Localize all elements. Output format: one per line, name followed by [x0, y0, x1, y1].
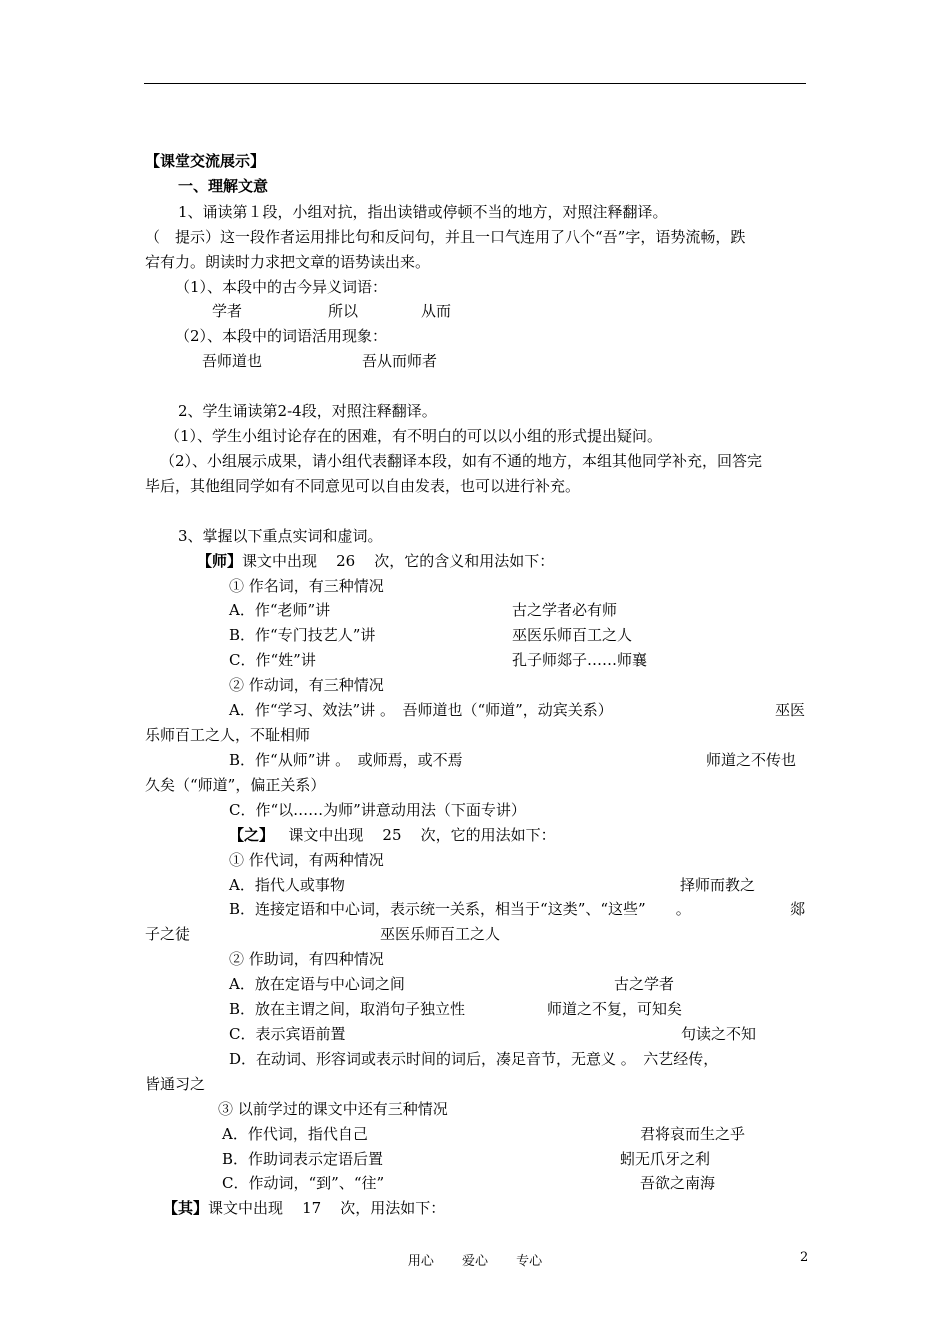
zhi-prev-item: B．作助词表示定语后置 [222, 1150, 384, 1168]
shi-verb-c: C．作“以……为师”讲意动用法（下面专讲） [229, 801, 526, 819]
zhi-aux-head: ② 作助词，有四种情况 [229, 950, 384, 968]
zhi-prev-head: ③ 以前学过的课文中还有三种情况 [218, 1100, 448, 1118]
shi-verb-a-line1: A．作“学习、效法”讲 。 吾师道也（“师道”，动宾关系） [229, 701, 613, 719]
shi-noun-example: 古之学者必有师 [512, 601, 618, 619]
qi-line [163, 1199, 445, 1217]
item3-title: 3、掌握以下重点实词和虚词。 [178, 527, 383, 545]
sub-heading: 一、理解文意 [178, 177, 269, 195]
zhi-pron-head: ① 作代词，有两种情况 [229, 851, 384, 869]
zhi-prev-example: 蚓无爪牙之利 [620, 1150, 711, 1168]
shi-verb-head: ② 作动词，有三种情况 [229, 676, 384, 694]
zhi-pron-b-line2-left: 子之徒 [145, 925, 191, 943]
shi-count: 26 [336, 552, 356, 570]
shi-noun-item: A．作“老师”讲 [229, 601, 331, 619]
zhi-aux-example: 师道之不复，可知矣 [547, 1000, 683, 1018]
zhi-aux-d-line1: D．在动词、形容词或表示时间的词后，凑足音节，无意义 。 六艺经传， [229, 1050, 719, 1068]
footer-word: 爱心 [461, 1254, 488, 1269]
zhi-text-a: 课文中出现 [288, 826, 364, 844]
qi-text-b: 次，用法如下： [340, 1199, 446, 1217]
zhi-pron-b-line1: B．连接定语和中心词，表示统一关系，相当于“这类”、“这些” 。 [229, 900, 691, 918]
shi-verb-b-line1: B．作“从师”讲 。 或师焉，或不焉 [229, 751, 463, 769]
zhi-prev-example: 吾欲之南海 [640, 1174, 716, 1192]
section-heading: 【课堂交流展示】 [145, 152, 266, 170]
zhi-aux-item: C．表示宾语前置 [229, 1025, 346, 1043]
page-number: 2 [800, 1250, 809, 1265]
item1-hint-line1: （ 提示）这一段作者运用排比句和反问句，并且一口气连用了八个“吾”字，语势流畅，跌 [145, 228, 746, 246]
zhi-pron-a-example: 择师而教之 [680, 876, 756, 894]
qi-text-a: 课文中出现 [208, 1199, 284, 1217]
qi-tag: 【其】 [163, 1199, 209, 1217]
shi-text-b: 次，它的含义和用法如下： [374, 552, 555, 570]
zhi-aux-item: A．放在定语与中心词之间 [229, 975, 405, 993]
shi-line [197, 552, 554, 570]
zhi-line [229, 826, 556, 844]
shi-verb-a-right: 巫医 [775, 701, 806, 719]
item2-p2-line2: 毕后，其他组同学如有不同意见可以自由发表，也可以进行补充。 [145, 477, 581, 495]
zhi-prev-example: 君将哀而生之乎 [640, 1125, 746, 1143]
shi-noun-example: 孔子师郯子……师襄 [512, 651, 648, 669]
qi-count: 17 [302, 1199, 322, 1217]
q1-word: 从而 [421, 302, 452, 320]
footer-word: 专心 [516, 1254, 543, 1269]
q1-word: 学者 [212, 302, 243, 320]
zhi-aux-example: 句读之不知 [681, 1025, 757, 1043]
shi-noun-head: ① 作名词，有三种情况 [229, 577, 384, 595]
shi-noun-item: C．作“姓”讲 [229, 651, 316, 669]
item2-title: 2、学生诵读第2-4段，对照注释翻译。 [178, 402, 437, 420]
header-rule [144, 83, 806, 84]
zhi-count: 25 [382, 826, 402, 844]
item1-q1: （1）、本段中的古今异义词语： [175, 278, 388, 296]
zhi-aux-d-line2: 皆通习之 [145, 1075, 206, 1093]
item1-title: 1、诵读第１段，小组对抗，指出读错或停顿不当的地方，对照注释翻译。 [178, 203, 668, 221]
zhi-pron-b-line2-example: 巫医乐师百工之人 [380, 925, 501, 943]
shi-tag: 【师】 [197, 552, 243, 570]
zhi-pron-b-right: 郯 [790, 900, 806, 918]
zhi-aux-item: B．放在主谓之间，取消句子独立性 [229, 1000, 466, 1018]
shi-verb-b-line2: 久矣（“师道”，偏正关系） [145, 776, 326, 794]
q2-word: 吾从而师者 [362, 352, 438, 370]
zhi-pron-a-label: A．指代人或事物 [229, 876, 345, 894]
shi-text-a: 课文中出现 [242, 552, 318, 570]
zhi-prev-item: A．作代词，指代自己 [222, 1125, 368, 1143]
item1-hint-line2: 宕有力。朗读时力求把文章的语势读出来。 [145, 253, 431, 271]
shi-verb-a-line2: 乐师百工之人，不耻相师 [145, 726, 311, 744]
shi-verb-b-right: 师道之不传也 [706, 751, 797, 769]
item2-p1: （1）、学生小组讨论存在的困难，有不明白的可以以小组的形式提出疑问。 [165, 427, 663, 445]
q2-word: 吾师道也 [202, 352, 263, 370]
q1-word: 所以 [328, 302, 359, 320]
zhi-prev-item: C．作动词，“到”、“往” [222, 1174, 385, 1192]
item2-p2-line1: （2）、小组展示成果，请小组代表翻译本段，如有不通的地方，本组其他同学补充，回答完 [160, 452, 763, 470]
zhi-tag: 【之】 [229, 826, 275, 844]
shi-noun-example: 巫医乐师百工之人 [512, 626, 633, 644]
footer-word: 用心 [407, 1254, 434, 1269]
zhi-text-b: 次，它的用法如下： [420, 826, 556, 844]
shi-noun-item: B．作“专门技艺人”讲 [229, 626, 376, 644]
item1-q2: （2）、本段中的词语活用现象： [175, 327, 388, 345]
zhi-aux-example: 古之学者 [614, 975, 675, 993]
